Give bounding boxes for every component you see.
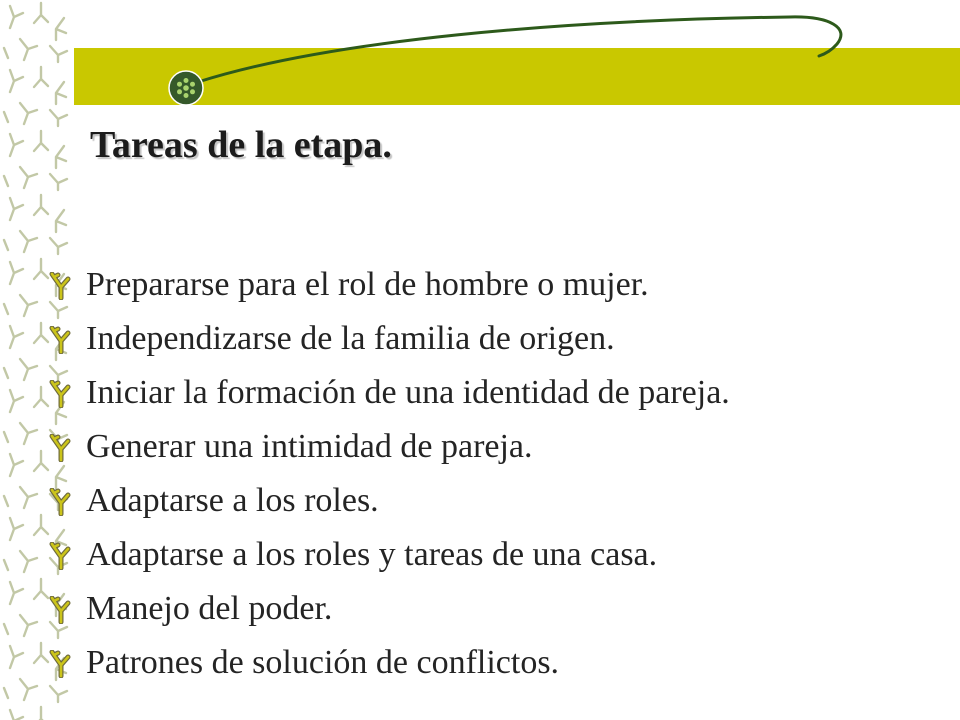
- bullet-item: [0, 636, 960, 690]
- bullet-text: Patrones de solución de conflictos.: [86, 644, 560, 681]
- bullet-text: Prepararse para el rol de hombre o mujer.: [86, 266, 649, 303]
- bullet-item: [0, 312, 960, 366]
- swoosh-curve: [0, 0, 960, 120]
- bullet-item: [0, 420, 960, 474]
- bullet-text: Manejo del poder.: [86, 590, 333, 627]
- bullet-text: Iniciar la formación de una identidad de pareja.: [86, 374, 730, 411]
- bullet-text: Adaptarse a los roles y tareas de una casa.: [86, 536, 658, 573]
- forked-bullet-icon: [48, 650, 72, 678]
- forked-bullet-icon: [48, 272, 72, 300]
- forked-bullet-icon: [48, 542, 72, 570]
- bullet-item: [0, 582, 960, 636]
- forked-bullet-icon: [48, 434, 72, 462]
- bullet-item: [0, 258, 960, 312]
- bullet-text: Generar una intimidad de pareja.: [86, 428, 533, 465]
- forked-bullet-icon: [48, 488, 72, 516]
- bullet-list: [0, 258, 960, 690]
- green-dotted-circle-icon: [167, 69, 205, 107]
- bullet-item: [0, 474, 960, 528]
- bullet-item: [0, 528, 960, 582]
- forked-bullet-icon: [48, 596, 72, 624]
- bullet-text: Independizarse de la familia de origen.: [86, 320, 615, 357]
- bullet-text: Adaptarse a los roles.: [86, 482, 379, 519]
- slide-title: Tareas de la etapa.: [90, 124, 392, 166]
- forked-bullet-icon: [48, 326, 72, 354]
- forked-bullet-icon: [48, 380, 72, 408]
- bullet-item: [0, 366, 960, 420]
